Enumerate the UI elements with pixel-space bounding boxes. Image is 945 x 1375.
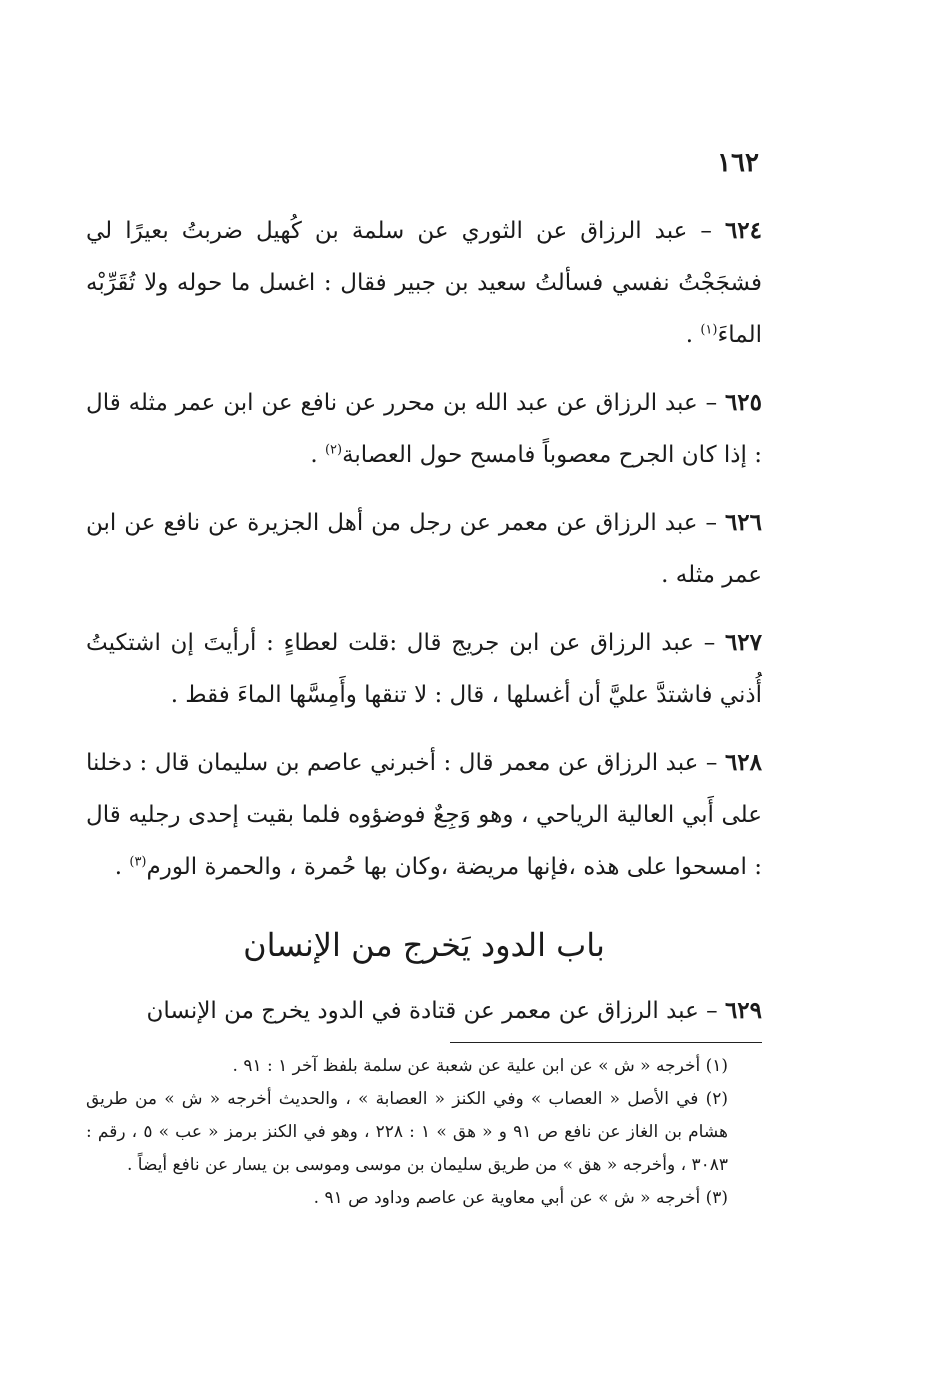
footnote: (٢) في الأصل « العصاب » وفي الكنز « العصابة » ، والحديث أخرجه « ش » من طريق هشام بن الغاز عن نافع ص ٩١ و « هق » ١ : ٢٢٨ ، وهو في الكنز برمز « عب » ٥ ، رقم : ٣٠٨٣ ، وأخرجه « هق » من طريق سليمان بن موسى وموسى بن يسار عن نافع أيضاً .: [86, 1089, 728, 1175]
footnotes: [86, 1050, 762, 1215]
hadith-number: ٦٢٧: [724, 629, 762, 656]
hadith-end: .: [310, 442, 325, 468]
hadith-number: ٦٢٥: [724, 389, 762, 416]
hadith-text: – عبد الرزاق عن معمر قال : أخبرني عاصم بن سليمان قال : دخلنا على أَبي العالية الرياحي ، وهو وَجِعٌ فوضؤوه فلما بقيت إحدى رجليه قال : امسحوا على هذه ،فإنها مريضة ،وكان بها حُمرة ، والحمرة الورم: [86, 750, 762, 880]
hadith-text: – عبد الرزاق عن معمر عن رجل من أهل الجزيرة عن نافع عن ابن عمر مثله .: [86, 510, 762, 588]
hadith-number: ٦٢٩: [724, 997, 762, 1024]
footnote-separator: [450, 1042, 762, 1043]
hadith-number: ٦٢٤: [724, 217, 762, 244]
footnote: (٣) أخرجه « ش » عن أبي معاوية عن عاصم وداود ص ٩١ .: [313, 1188, 728, 1208]
hadith-paragraph: [86, 205, 762, 361]
page-number: ١٦٢: [717, 148, 759, 178]
hadith-paragraph: [86, 497, 762, 601]
hadith-number: ٦٢٦: [724, 509, 762, 536]
footnote-marker: (١): [700, 322, 718, 338]
hadith-text: – عبد الرزاق عن ابن جريج قال :قلت لعطاءٍ : أرأيتَ إن اشتكيتُ أُذني فاشتدَّ عليَّ أن أغسلها ، قال : لا تنقها وأَمِسَّها الماءَ فقط .: [86, 630, 762, 708]
footnote: (١) أخرجه « ش » عن ابن علية عن شعبة عن سلمة بلفظ آخر ١ : ٩١ .: [232, 1056, 728, 1076]
footnote-marker: (٣): [129, 854, 147, 870]
hadith-number: ٦٢٨: [724, 749, 762, 776]
hadith-paragraph: [86, 617, 762, 721]
hadith-text: – عبد الرزاق عن الثوري عن سلمة بن كُهيل ضربتُ بعيرًا لي فشجَجْتُ نفسي فسألتُ سعيد بن جبير فقال : اغسل ما حوله ولا تُقَرِّبْه الماءَ: [86, 218, 762, 348]
hadith-text: – عبد الرزاق عن معمر عن قتادة في الدود يخرج من الإنسان: [146, 998, 725, 1024]
footnote-marker: (٢): [324, 442, 343, 458]
hadith-end: .: [685, 322, 701, 348]
hadith-paragraph: [86, 377, 762, 481]
hadith-paragraph: [86, 737, 762, 893]
chapter-title: باب الدود يَخرج من الإنسان: [243, 926, 605, 964]
hadith-text: – عبد الرزاق عن عبد الله بن محرر عن نافع عن ابن عمر مثله قال : إذا كان الجرح معصوباً فامسح حول العصابة: [86, 390, 762, 468]
hadith-end: .: [114, 854, 130, 880]
hadith-paragraph: [86, 985, 762, 1037]
main-text: [86, 205, 762, 909]
